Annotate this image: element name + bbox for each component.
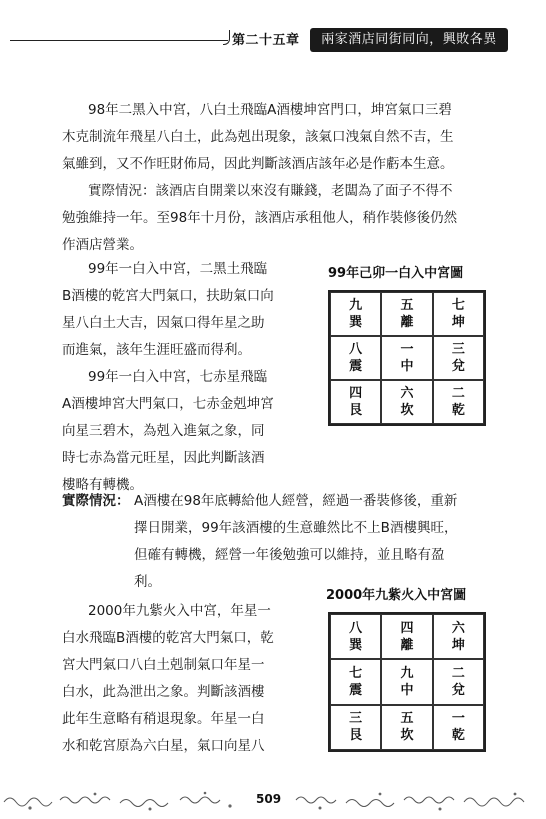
- p3-line-3: 星八白土大吉，因氣口得年星之助: [62, 315, 265, 331]
- p1-line-1: 98年二黑入中宮，八白土飛臨A酒樓坤宮門口，坤宮氣口三碧: [88, 102, 452, 118]
- grid2-cell-qian: [433, 705, 484, 750]
- p4-line-4: 時七赤為當元旺星，因此判斷該酒: [62, 450, 265, 466]
- header-rule-hook: [223, 30, 230, 45]
- grid2-cell-kun: [433, 614, 484, 659]
- p3-line-1: 99年一白入中宮，二黑土飛臨: [88, 261, 268, 277]
- grid1-cell-kan: [381, 380, 432, 424]
- grid2-cell-number: 三: [349, 711, 363, 727]
- grid2-cell-li: [381, 614, 432, 659]
- grid2-cell-dui: [433, 659, 484, 704]
- grid2-cell-number: 五: [400, 711, 414, 727]
- grid2-cell-trigram: 離: [400, 637, 414, 653]
- p5-line-1: A酒樓在98年底轉給他人經營，經過一番裝修後，重新: [134, 493, 458, 509]
- grid2-title: 2000年九紫火入中宮圖: [326, 588, 467, 603]
- grid1-cell-qian: [433, 380, 484, 424]
- grid1-cell-trigram: 艮: [349, 403, 363, 418]
- grid1-cell-trigram: 坤: [451, 315, 465, 330]
- p4-line-1: 99年一白入中宮，七赤星飛臨: [88, 369, 268, 385]
- grid2-cell-number: 二: [451, 665, 465, 681]
- grid2-cell-number: 八: [349, 620, 363, 636]
- p3-line-2: B酒樓的乾宮大門氣口，扶助氣口向: [62, 288, 274, 304]
- p2-line-1: 實際情況：該酒店自開業以來沒有賺錢，老闆為了面子不得不: [88, 183, 453, 199]
- grid2-luoshu-chart: [328, 612, 486, 752]
- grid2-cell-number: 四: [400, 620, 414, 636]
- grid1-cell-trigram: 巽: [349, 315, 363, 330]
- p1-line-3: 氣雖到，又不作旺財佈局，因此判斷該酒店該年必是作虧本生意。: [62, 156, 454, 172]
- grid1-cell-number: 五: [400, 298, 414, 313]
- grid2-cell-number: 一: [451, 711, 465, 727]
- p6-line-6: 水和乾宮原為六白星，氣口向星八: [62, 738, 265, 754]
- grid2-cell-trigram: 中: [400, 682, 414, 698]
- grid2-cell-gen: [330, 705, 381, 750]
- chapter-label: 第二十五章: [232, 33, 300, 48]
- grid1-luoshu-chart: [328, 290, 486, 426]
- grid2-cell-center: [381, 659, 432, 704]
- grid1-cell-number: 四: [349, 386, 363, 401]
- grid2-cell-zhen: [330, 659, 381, 704]
- grid2-cell-trigram: 巽: [349, 637, 363, 653]
- p1-line-2: 木克制流年飛星八白土，此為剋出現象，該氣口洩氣自然不吉，生: [62, 129, 454, 145]
- p2-line-3: 作酒店營業。: [62, 237, 143, 253]
- p6-line-2: 白水飛臨B酒樓的乾宮大門氣口，乾: [62, 630, 274, 646]
- grid1-cell-trigram: 乾: [451, 403, 465, 418]
- grid2-cell-trigram: 坎: [400, 728, 414, 744]
- page-number: 509: [256, 792, 282, 806]
- grid1-cell-xun: [330, 292, 381, 336]
- grid2-cell-trigram: 震: [349, 682, 363, 698]
- grid1-cell-number: 一: [400, 342, 414, 357]
- grid1-cell-trigram: 離: [400, 315, 414, 330]
- p3-line-4: 而進氣，該年生涯旺盛而得利。: [62, 342, 251, 358]
- grid1-cell-kun: [433, 292, 484, 336]
- grid1-title: 99年己卯一白入中宮圖: [328, 266, 464, 281]
- grid1-cell-number: 二: [451, 386, 465, 401]
- grid1-cell-number: 八: [349, 342, 363, 357]
- grid2-cell-trigram: 坤: [451, 637, 465, 653]
- grid1-cell-number: 九: [349, 298, 363, 313]
- grid2-cell-trigram: 艮: [349, 728, 363, 744]
- grid2-cell-number: 九: [400, 665, 414, 681]
- grid1-cell-dui: [433, 336, 484, 380]
- grid1-cell-center: [381, 336, 432, 380]
- p5-label: 實際情況：: [62, 493, 130, 509]
- grid2-cell-trigram: 乾: [451, 728, 465, 744]
- p4-line-2: A酒樓坤宮大門氣口，七赤金剋坤宮: [62, 396, 274, 412]
- grid1-cell-trigram: 中: [400, 359, 414, 374]
- grid2-cell-number: 六: [451, 620, 465, 636]
- grid2-cell-kan: [381, 705, 432, 750]
- grid1-cell-trigram: 震: [349, 359, 363, 374]
- p4-line-5: 樓略有轉機。: [62, 477, 143, 493]
- grid2-cell-xun: [330, 614, 381, 659]
- grid1-cell-trigram: 兌: [451, 359, 465, 374]
- grid1-cell-zhen: [330, 336, 381, 380]
- grid1-cell-number: 六: [400, 386, 414, 401]
- p5-line-4: 利。: [134, 574, 161, 590]
- p2-line-2: 勉強維持一年。至98年十月份，該酒店承租他人，稍作裝修後仍然: [62, 210, 458, 226]
- grid1-cell-number: 七: [451, 298, 465, 313]
- p6-line-3: 宮大門氣口八白土剋制氣口年星一: [62, 657, 265, 673]
- grid2-cell-number: 七: [349, 665, 363, 681]
- p6-line-4: 白水，此為泄出之象。判斷該酒樓: [62, 684, 265, 700]
- grid2-cell-trigram: 兌: [451, 682, 465, 698]
- p5-line-2: 擇日開業，99年該酒樓的生意雖然比不上B酒樓興旺，: [134, 520, 458, 536]
- p6-line-1: 2000年九紫火入中宮，年星一: [88, 603, 271, 619]
- p5-line-3: 但確有轉機，經營一年後勉強可以維持，並且略有盈: [134, 547, 445, 563]
- header-rule: [10, 40, 228, 41]
- p6-line-5: 此年生意略有稍退現象。年星一白: [62, 711, 265, 727]
- grid1-cell-trigram: 坎: [400, 403, 414, 418]
- grid1-cell-li: [381, 292, 432, 336]
- grid1-cell-number: 三: [451, 342, 465, 357]
- p4-line-3: 向星三碧木，為剋入進氣之象，同: [62, 423, 265, 439]
- chapter-title: 兩家酒店同街同向，興敗各異: [310, 28, 508, 52]
- grid1-cell-gen: [330, 380, 381, 424]
